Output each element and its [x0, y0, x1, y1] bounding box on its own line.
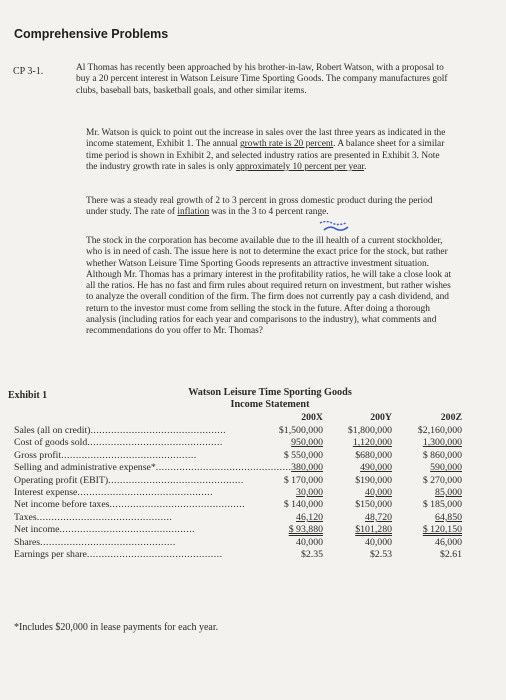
table-cell: 64,850 [435, 511, 462, 523]
row-label-text: Net income before taxes [14, 499, 110, 511]
gdp-text-2: was in the 3 to 4 percent range. [209, 207, 329, 218]
column-header-200y: 200Y [370, 412, 392, 423]
column-header-200x: 200X [301, 412, 323, 423]
row-label-text: Shares [14, 536, 41, 548]
table-cell: $ 860,000 [422, 449, 462, 461]
growth-text-underlined-1: growth rate is 20 percent [239, 139, 334, 150]
table-cell: 590,000 [430, 462, 462, 474]
row-label [14, 512, 250, 523]
table-cell: $ 120,150 [422, 524, 462, 536]
table-cell: 40,000 [365, 536, 392, 548]
row-label [14, 499, 250, 510]
row-label [14, 524, 250, 535]
table-cell: $ 270,000 [422, 474, 462, 486]
growth-paragraph [86, 128, 452, 173]
growth-text-3: . [364, 161, 367, 172]
table-cell: 46,120 [296, 511, 323, 523]
table-cell: 490,000 [360, 462, 392, 474]
problem-label: CP 3-1. [13, 66, 44, 77]
table-cell: $680,000 [355, 449, 392, 461]
table-cell: 1,300,000 [422, 437, 462, 449]
table-cell: $ 550,000 [283, 449, 323, 461]
table-cell: 380,000 [291, 462, 323, 474]
row-label-text: Interest expense [14, 487, 78, 498]
row-label-text: Taxes [14, 511, 37, 523]
exhibit-label: Exhibit 1 [8, 390, 48, 401]
row-label [14, 425, 250, 436]
leader-dots: .............................................. [87, 437, 223, 449]
table-cell: $ 170,000 [283, 474, 323, 486]
leader-dots: .............................................. [109, 499, 246, 511]
column-header-200z: 200Z [440, 412, 462, 423]
table-cell: $1,800,000 [347, 425, 392, 436]
table-cell: 30,000 [296, 487, 323, 498]
table-cell: $101,280 [355, 524, 392, 536]
table-cell: 950,000 [291, 437, 323, 449]
statement-title: Income Statement [230, 399, 310, 410]
table-cell: 40,000 [296, 536, 323, 548]
row-label-text: Sales (all on credit) [14, 425, 91, 436]
table-cell: $190,000 [355, 474, 392, 486]
leader-dots: .............................................. [86, 549, 223, 560]
table-cell: 1,120,000 [352, 437, 392, 449]
statement-footnote: *Includes $20,000 in lease payments for each year. [14, 622, 219, 633]
growth-text-2: . A balance sheet for a similar time period is shown in Exhibit 2, and selected industry ratios are presented in Exhibit 3. Note the industry growth rate in sales is only [86, 139, 445, 172]
table-cell: 85,000 [435, 487, 462, 498]
leader-dots: .............................................. [77, 487, 214, 498]
leader-dots: .............................................. [40, 536, 176, 548]
row-label [14, 450, 250, 461]
table-cell: 40,000 [365, 487, 392, 498]
row-label [14, 475, 250, 486]
problem-intro-paragraph: Al Thomas has recently been approached by his brother-in-law, Robert Watson, with a proposal to buy a 20 percent interest in Watson Leisure Time Sporting Goods. The company manufactures golf clubs, baseball bats, basketball goals, and other similar items. [76, 63, 448, 96]
leader-dots: .............................................. [61, 449, 197, 461]
stock-paragraph: The stock in the corporation has become available due to the ill health of a current stockholder, who is in need of cash. The issue here is not to determine the exact price for the stock, but rather whether Watson Leisure Time Sporting Goods represents an attractive investment situation. Although Mr. Thomas has a primary interest in the profitability ratios, he will take a close look at all the ratios. He has no fast and firm rules about required return on investment, but rather wishes to analyze the overall condition of the firm. The firm does not currently pay a cash dividend, and return to the investor must come from selling the stock in the future. After doing a thorough analysis (including ratios for each year and comparisons to the industry), what comments and recommendations do you offer to Mr. Thomas? [86, 236, 452, 337]
table-cell: 48,720 [365, 511, 392, 523]
row-label [14, 549, 250, 560]
growth-text-underlined-2: approximately 10 percent per year [235, 161, 365, 172]
growth-text-1: Mr. Watson is quick to point out the increase in sales over the last three years as indicated in the income statement, Exhibit 1. The annual [86, 128, 446, 150]
table-cell: $2,160,000 [417, 425, 462, 436]
row-label-text: Operating profit (EBIT) [14, 474, 109, 486]
row-label-text: Earnings per share [14, 549, 87, 560]
row-label-text: Gross profit [14, 449, 62, 461]
row-label [14, 487, 250, 498]
table-cell: $ 93,880 [288, 524, 323, 536]
gdp-paragraph [86, 196, 452, 219]
section-heading: Comprehensive Problems [14, 27, 169, 41]
row-label-text: Net income [14, 524, 60, 536]
handwritten-mark-icon [318, 219, 354, 233]
table-cell: 46,000 [435, 536, 462, 548]
row-label [14, 462, 292, 474]
table-cell: $2.61 [439, 549, 462, 560]
leader-dots: .............................................. [155, 462, 292, 474]
row-label-text: Selling and administrative expense* [14, 462, 156, 474]
gdp-text-1: There was a steady real growth of 2 to 3 percent in gross domestic product during the period under study. The rate of [86, 196, 433, 218]
leader-dots: .............................................. [59, 524, 196, 536]
leader-dots: .............................................. [36, 511, 173, 523]
row-label-text: Cost of goods sold [14, 437, 88, 449]
leader-dots: .............................................. [90, 425, 227, 436]
table-cell: $150,000 [355, 499, 392, 511]
table-cell: $2.35 [300, 549, 323, 560]
statement-company-name: Watson Leisure Time Sporting Goods [188, 387, 352, 398]
table-cell: $ 140,000 [283, 499, 323, 511]
table-cell: $2.53 [369, 549, 392, 560]
row-label [14, 537, 250, 548]
table-cell: $ 185,000 [422, 499, 462, 511]
leader-dots: .............................................. [108, 474, 244, 486]
table-cell: $1,500,000 [278, 425, 323, 436]
row-label [14, 437, 250, 448]
gdp-text-underlined: inflation [177, 207, 210, 218]
